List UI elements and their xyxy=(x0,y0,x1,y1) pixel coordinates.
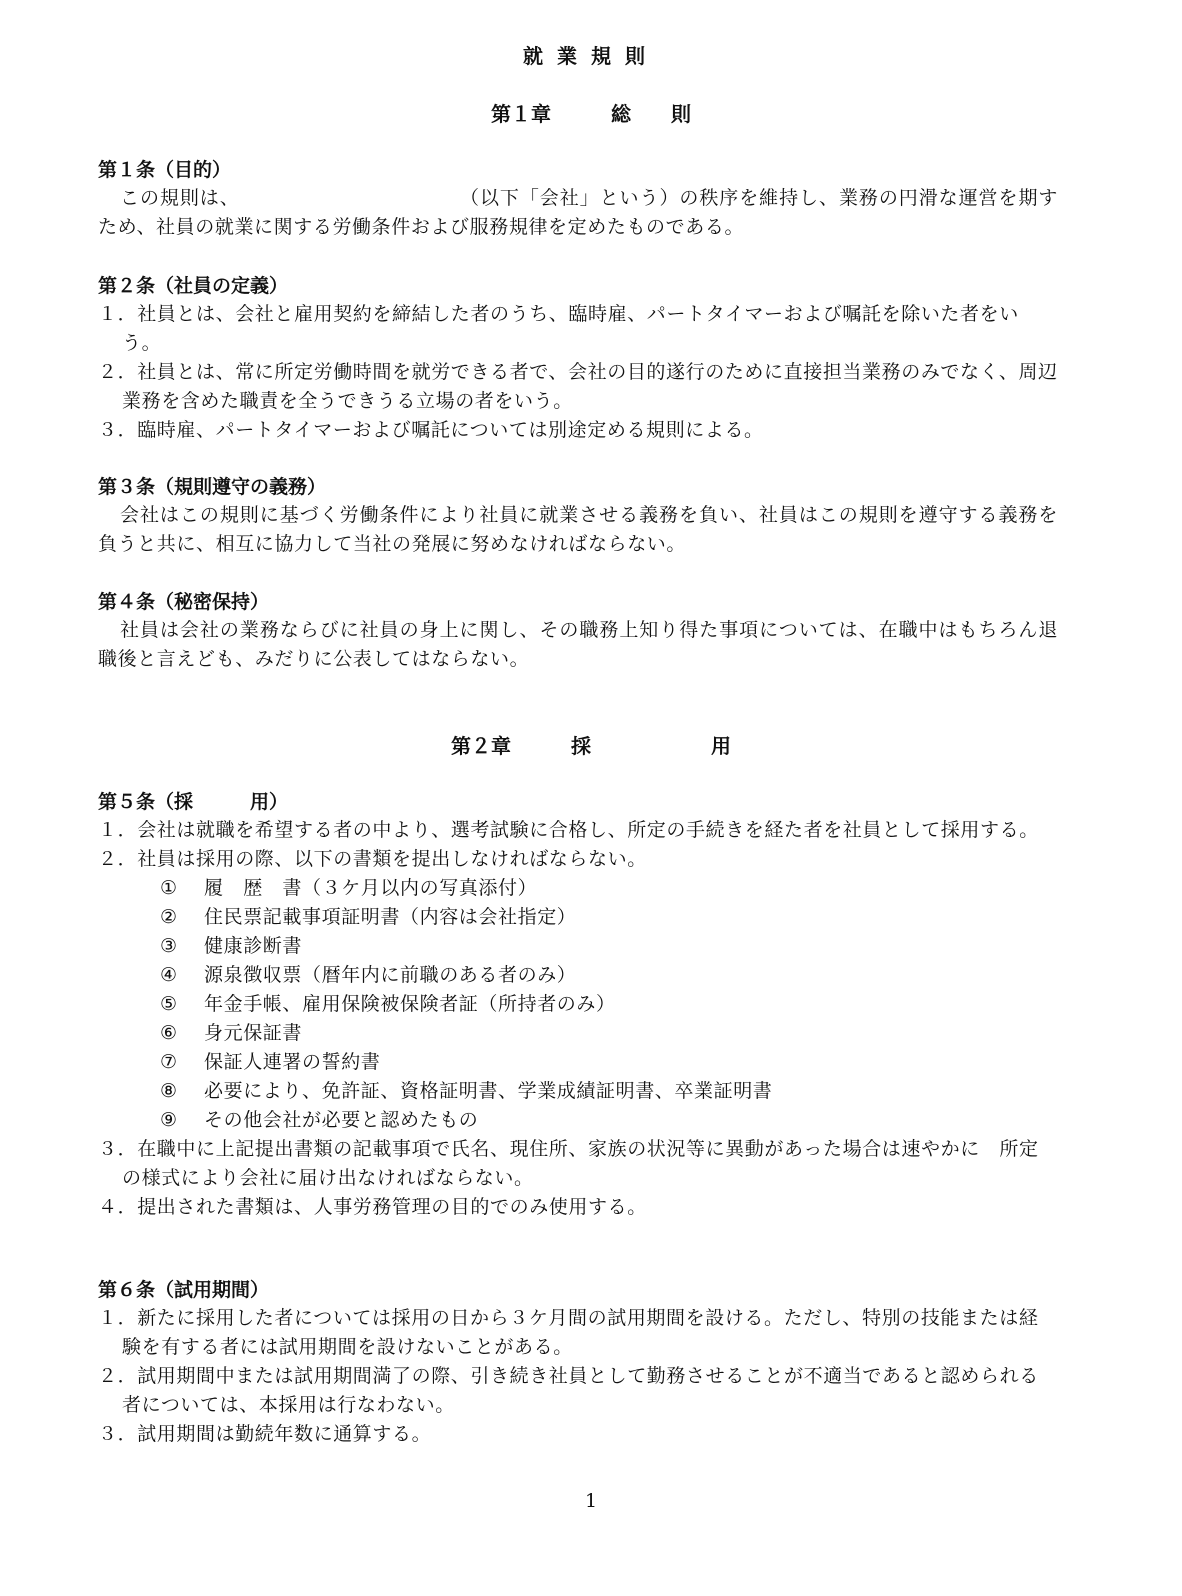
document-item xyxy=(160,990,1058,1019)
article-2-clause-1: １．社員とは、会社と雇用契約を締結した者のうち、臨時雇、パートタイマーおよび嘱託を除いた者をいう。 xyxy=(98,303,1019,354)
article-3-text: 会社はこの規則に基づく労働条件により社員に就業させる義務を負い、社員はこの規則を遵守する義務を負うと共に、相互に協力して当社の発展に努めなければならない。 xyxy=(98,504,1058,555)
article-4 xyxy=(98,588,1058,674)
document-item xyxy=(160,874,1058,903)
chapter-2-heading: 第２章 採 用 xyxy=(451,734,731,758)
document-item-mark: ⑦ xyxy=(160,1051,178,1073)
article-1-text: この規則は、 （以下「会社」という）の秩序を維持し、業務の円滑な運営を期すため、社員の就業に関する労働条件および服務規律を定めたものである。 xyxy=(98,187,1058,238)
document-item-text: 履 歴 書（３ケ月以内の写真添付） xyxy=(204,877,538,899)
article-6-clause-1: １．新たに採用した者については採用の日から３ケ月間の試用期間を設ける。ただし、特別の技能または経験を有する者には試用期間を設けないことがある。 xyxy=(98,1307,1039,1358)
document-item-mark: ⑤ xyxy=(160,993,178,1015)
page-number: 1 xyxy=(584,1490,598,1512)
article-6-clause-2: ２．試用期間中または試用期間満了の際、引き続き社員として勤務させることが不適当であると認められる者については、本採用は行なわない。 xyxy=(98,1365,1039,1416)
document-item xyxy=(160,1019,1058,1048)
document-item-text: 健康診断書 xyxy=(204,935,303,957)
document-item-mark: ④ xyxy=(160,964,178,986)
document-item xyxy=(160,903,1058,932)
article-1-heading: 第１条（目的） xyxy=(98,159,232,181)
article-2 xyxy=(98,272,1058,445)
article-5-clause-2: ２．社員は採用の際、以下の書類を提出しなければならない。 xyxy=(98,848,647,870)
document-item xyxy=(160,1048,1058,1077)
article-3 xyxy=(98,473,1058,559)
document-item-text: 年金手帳、雇用保険被保険者証（所持者のみ） xyxy=(204,993,616,1015)
document-item-mark: ⑨ xyxy=(160,1109,178,1131)
document-item-mark: ① xyxy=(160,877,178,899)
document-item-mark: ③ xyxy=(160,935,178,957)
document-item xyxy=(160,932,1058,961)
document-item-mark: ⑧ xyxy=(160,1080,178,1102)
article-4-text: 社員は会社の業務ならびに社員の身上に関し、その職務上知り得た事項については、在職中はもちろん退職後と言えども、みだりに公表してはならない。 xyxy=(98,619,1058,670)
document-item-text: 住民票記載事項証明書（内容は会社指定） xyxy=(204,906,577,928)
article-5-clause-1: １．会社は就職を希望する者の中より、選考試験に合格し、所定の手続きを経た者を社員として採用する。 xyxy=(98,819,1039,841)
document-item-text: 源泉徴収票（暦年内に前職のある者のみ） xyxy=(204,964,577,986)
document-item xyxy=(160,1106,1058,1135)
document-item xyxy=(160,1077,1058,1106)
article-1 xyxy=(98,156,1058,242)
document-title: 就業規則 xyxy=(523,44,659,68)
document-item xyxy=(160,961,1058,990)
article-2-clause-3: ３．臨時雇、パートタイマーおよび嘱託については別途定める規則による。 xyxy=(98,419,764,441)
article-6-clause-3: ３．試用期間は勤続年数に通算する。 xyxy=(98,1423,432,1445)
document-item-mark: ⑥ xyxy=(160,1022,178,1044)
document-item-text: その他会社が必要と認めたもの xyxy=(204,1109,479,1131)
article-6 xyxy=(98,1276,1058,1449)
article-3-heading: 第３条（規則遵守の義務） xyxy=(98,476,327,498)
article-2-heading: 第２条（社員の定義） xyxy=(98,275,289,297)
article-5-heading: 第５条（採 用） xyxy=(98,791,289,813)
article-6-heading: 第６条（試用期間） xyxy=(98,1279,270,1301)
article-2-clause-2: ２．社員とは、常に所定労働時間を就労できる者で、会社の目的遂行のために直接担当業務のみでなく、周辺業務を含めた職責を全うできうる立場の者をいう。 xyxy=(98,361,1058,412)
article-5 xyxy=(98,788,1058,1222)
document-item-mark: ② xyxy=(160,906,178,928)
document-item-text: 保証人連署の誓約書 xyxy=(204,1051,381,1073)
required-documents-list xyxy=(98,874,1058,1135)
document-item-text: 身元保証書 xyxy=(204,1022,303,1044)
article-5-clause-4: ４．提出された書類は、人事労務管理の目的でのみ使用する。 xyxy=(98,1196,647,1218)
article-4-heading: 第４条（秘密保持） xyxy=(98,591,270,613)
chapter-1-heading: 第１章 総 則 xyxy=(491,102,691,126)
article-5-clause-3: ３．在職中に上記提出書類の記載事項で氏名、現住所、家族の状況等に異動があった場合は速やかに 所定の様式により会社に届け出なければならない。 xyxy=(98,1138,1039,1189)
document-item-text: 必要により、免許証、資格証明書、学業成績証明書、卒業証明書 xyxy=(204,1080,773,1102)
